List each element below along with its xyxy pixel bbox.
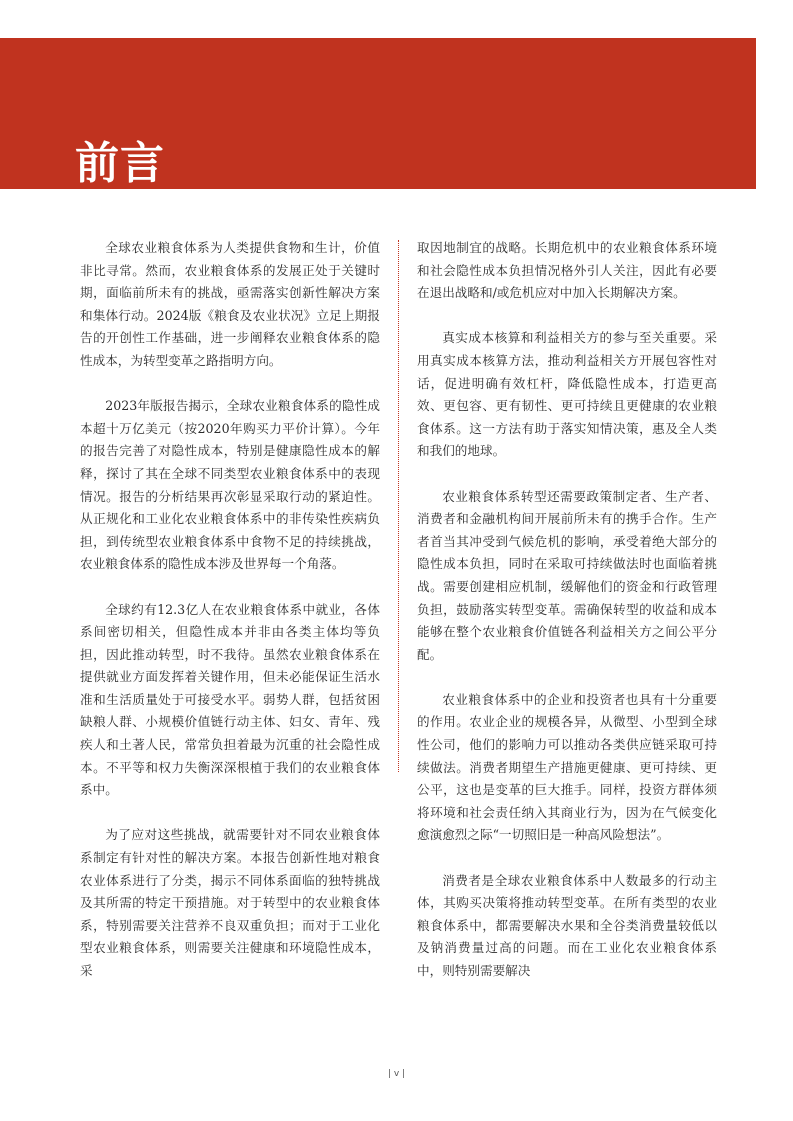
paragraph: 全球农业粮食体系为人类提供食物和生计，价值非比寻常。然而，农业粮食体系的发展正处于关键时期，面临前所未有的挑战，亟需落实创新性解决方案和集体行动。2024版《粮食及农业状况》立足上期报告的开创性工作基础，进一步阐释农业粮食体系的隐性成本，为转型变革之路指明方向。 — [80, 240, 380, 368]
paragraph-continuation: 取因地制宜的战略。长期危机中的农业粮食体系环境和社会隐性成本负担情况格外引人关注，因此有必要在退出战略和/或危机应对中加入长期解决方案。 — [417, 240, 717, 301]
paragraph: 全球约有12.3亿人在农业粮食体系中就业，各体系间密切相关，但隐性成本并非由各类主体均等负担，因此推动转型，时不我待。虽然农业粮食体系在提供就业方面发挥着关键作用，但未必能保证生活水准和生活质量处于可接受水平。弱势人群，包括贫困缺粮人群、小规模价值链行动主体、妇女、青年、残疾人和土著人民，常常负担着最为沉重的社会隐性成本。不平等和权力失衡深深根植于我们的农业粮食体系中。 — [80, 601, 380, 798]
column-divider — [398, 240, 399, 772]
page-title: 前言 — [75, 138, 165, 189]
page-number: | v | — [387, 1069, 406, 1079]
paragraph: 农业粮食体系中的企业和投资者也具有十分重要的作用。农业企业的规模各异，从微型、小型到全球性公司，他们的影响力可以推动各类供应链采取可持续做法。消费者期望生产措施更健康、更可持续、更公平，这也是变革的巨大推手。同样，投资方群体须将环境和社会责任纳入其商业行为，因为在气候变化愈演愈烈之际“一切照旧是一种高风险想法”。 — [417, 691, 717, 843]
paragraph: 真实成本核算和利益相关方的参与至关重要。采用真实成本核算方法，推动利益相关方开展包容性对话，促进明确有效杠杆，降低隐性成本，打造更高效、更包容、更有韧性、更可持续且更健康的农业粮食体系。这一方法有助于落实知情决策，惠及全人类和我们的地球。 — [417, 330, 717, 459]
left-column — [80, 237, 380, 983]
right-column — [417, 237, 717, 983]
paragraph: 农业粮食体系转型还需要政策制定者、生产者、消费者和金融机构间开展前所未有的携手合作。生产者首当其冲受到气候危机的影响，承受着绝大部分的隐性成本负担，同时在采取可持续做法时也面临着挑战。需要创建相应机制，缓解他们的资金和行政管理负担，鼓励落实转型变革。需确保转型的收益和成本能够在整个农业粮食价值链各利益相关方之间公平分配。 — [417, 488, 717, 662]
paragraph: 为了应对这些挑战，就需要针对不同农业粮食体系制定有针对性的解决方案。本报告创新性地对粮食农业体系进行了分类，揭示不同体系面临的独特挑战及其所需的特定干预措施。对于转型中的农业粮食体系，特别需要关注营养不良双重负担；而对于工业化型农业粮食体系，则需要关注健康和环境隐性成本，采 — [80, 827, 380, 978]
paragraph: 2023年版报告揭示，全球农业粮食体系的隐性成本超十万亿美元（按2020年购买力平价计算）。今年的报告完善了对隐性成本，特别是健康隐性成本的解释，探讨了其在全球不同类型农业粮食体系中的表现情况。报告的分析结果再次彰显采取行动的紧迫性。从正规化和工业化农业粮食体系中的非传染性疾病负担，到传统型农业粮食体系中食物不足的持续挑战，农业粮食体系的隐性成本涉及世界每一个角落。 — [80, 398, 380, 572]
paragraph: 消费者是全球农业粮食体系中人数最多的行动主体，其购买决策将推动转型变革。在所有类型的农业粮食体系中，都需要解决水果和全谷类消费量较低以及钠消费量过高的问题。而在工业化农业粮食体系中，则特别需要解决 — [417, 872, 717, 978]
